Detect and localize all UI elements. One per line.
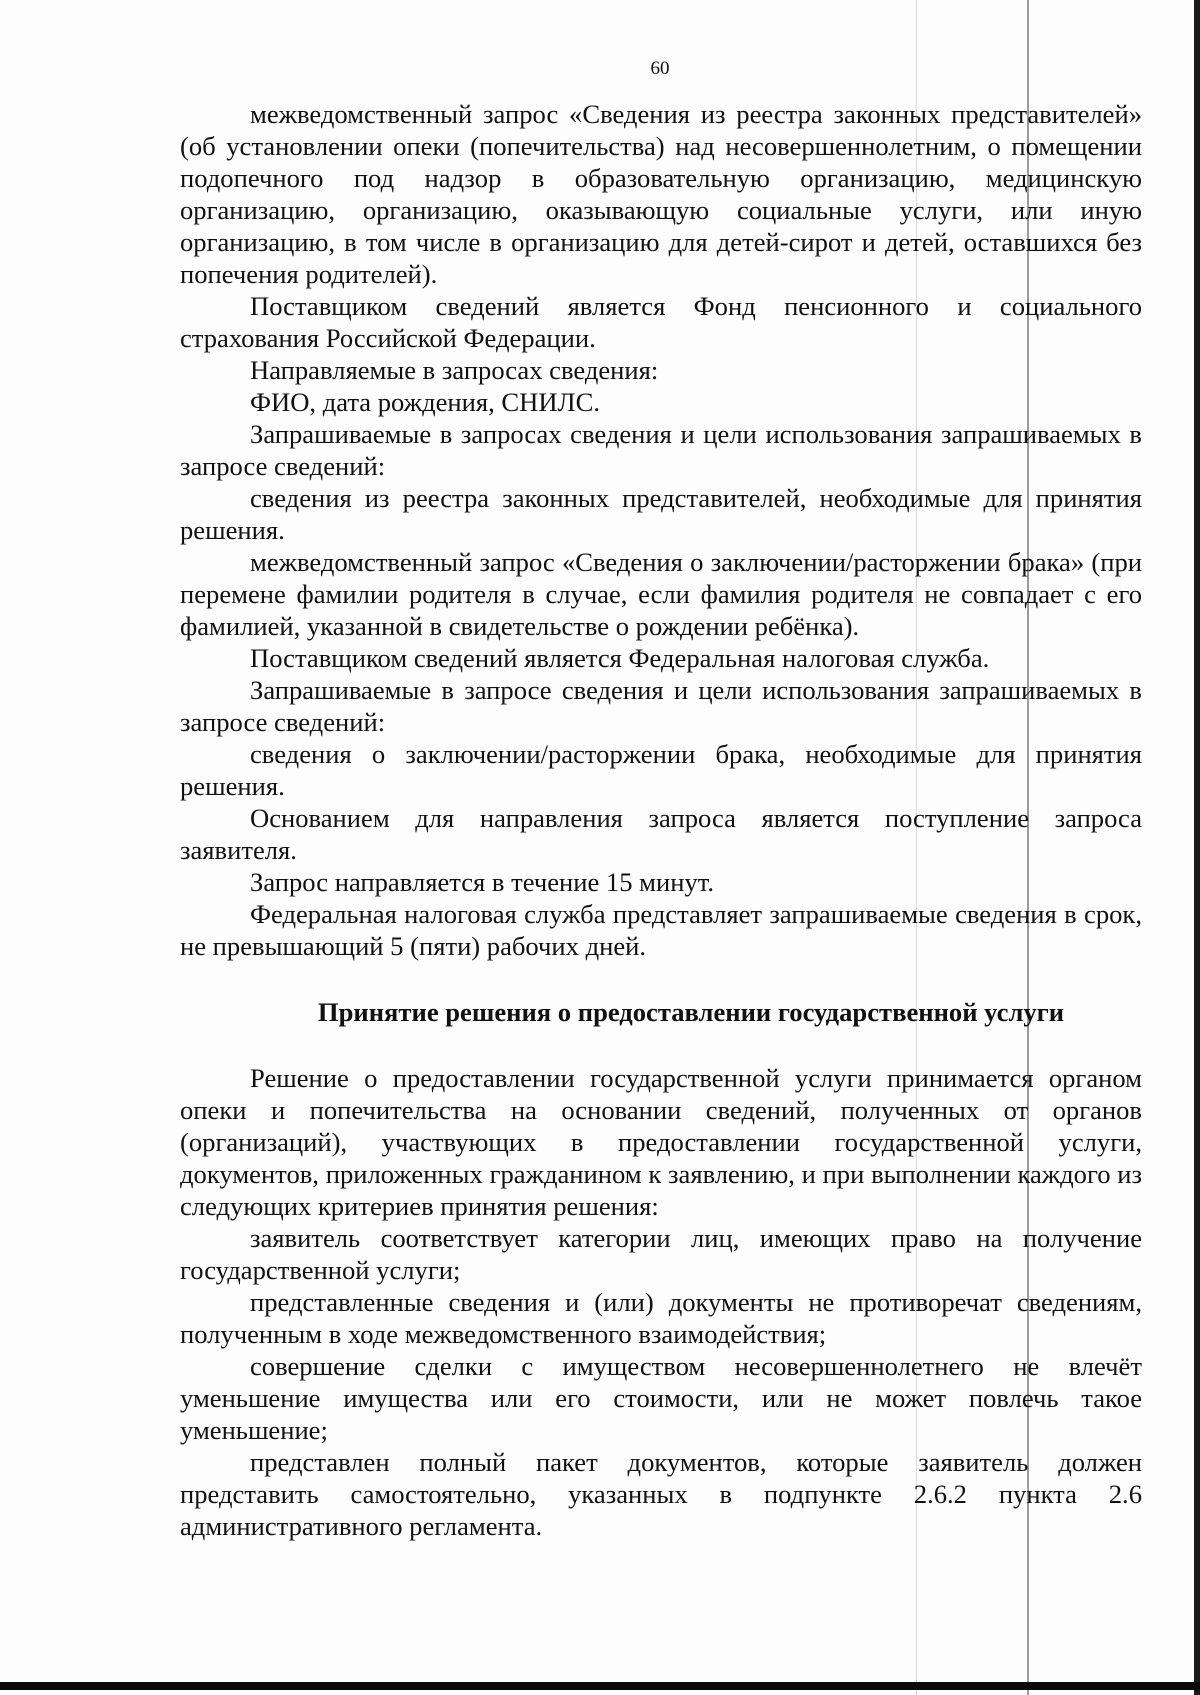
paragraph: совершение сделки с имуществом несовершеннолетнего не влечёт уменьшение имущества или его стоимости, или не может повлечь такое уменьшение; [180,1351,1142,1445]
paragraph: сведения из реестра законных представителей, необходимые для принятия решения. [180,483,1142,545]
scan-edge-shadow [0,1682,1200,1690]
page-number: 60 [650,58,670,79]
paragraph: межведомственный запрос «Сведения из реестра законных представителей» (об установлении опеки (попечительства) над несовершеннолетним, о помещении подопечного под надзор в образовательную организацию, медицинскую организацию, организацию, оказывающую социальные услуги, или иную организацию, в том числе в организацию для детей-сирот и детей, оставшихся без попечения родителей). [180,99,1142,289]
paragraph: межведомственный запрос «Сведения о заключении/расторжении брака» (при перемене фамилии родителя в случае, если фамилия родителя не совпадает с его фамилией, указанной в свидетельстве о рождении ребёнка). [180,547,1142,641]
paragraph: представлен полный пакет документов, которые заявитель должен представить самостоятельно, указанных в подпункте 2.6.2 пункта 2.6 административного регламента. [180,1447,1142,1541]
paragraph: заявитель соответствует категории лиц, имеющих право на получение государственной услуги; [180,1223,1142,1285]
paragraph: Запрашиваемые в запросах сведения и цели использования запрашиваемых в запросе сведений: [180,419,1142,481]
paragraph: ФИО, дата рождения, СНИЛС. [250,387,600,417]
scan-edge-shadow [1194,0,1200,1695]
document-body [180,98,1142,1542]
paragraph: сведения о заключении/расторжении брака, необходимые для принятия решения. [180,739,1142,801]
paragraph: Поставщиком сведений является Федеральная налоговая служба. [250,643,990,673]
paragraph: Направляемые в запросах сведения: [250,355,659,385]
paragraph: представленные сведения и (или) документы не противоречат сведениям, полученным в ходе межведомственного взаимодействия; [180,1287,1142,1349]
paragraph: Федеральная налоговая служба представляет запрашиваемые сведения в срок, не превышающий 5 (пяти) рабочих дней. [180,899,1142,961]
section-heading: Принятие решения о предоставлении государственной услуги [317,997,1065,1027]
paragraph: Запрос направляется в течение 15 минут. [250,867,715,897]
paragraph: Решение о предоставлении государственной услуги принимается органом опеки и попечительства на основании сведений, полученных от органов (организаций), участвующих в предоставлении государственной услуги, документов, приложенных гражданином к заявлению, и при выполнении каждого из следующих критериев принятия решения: [180,1063,1142,1221]
paragraph: Поставщиком сведений является Фонд пенсионного и социального страхования Российской Федерации. [180,291,1142,353]
paragraph: Основанием для направления запроса является поступление запроса заявителя. [180,803,1142,865]
paragraph: Запрашиваемые в запросе сведения и цели использования запрашиваемых в запросе сведений: [180,675,1142,737]
